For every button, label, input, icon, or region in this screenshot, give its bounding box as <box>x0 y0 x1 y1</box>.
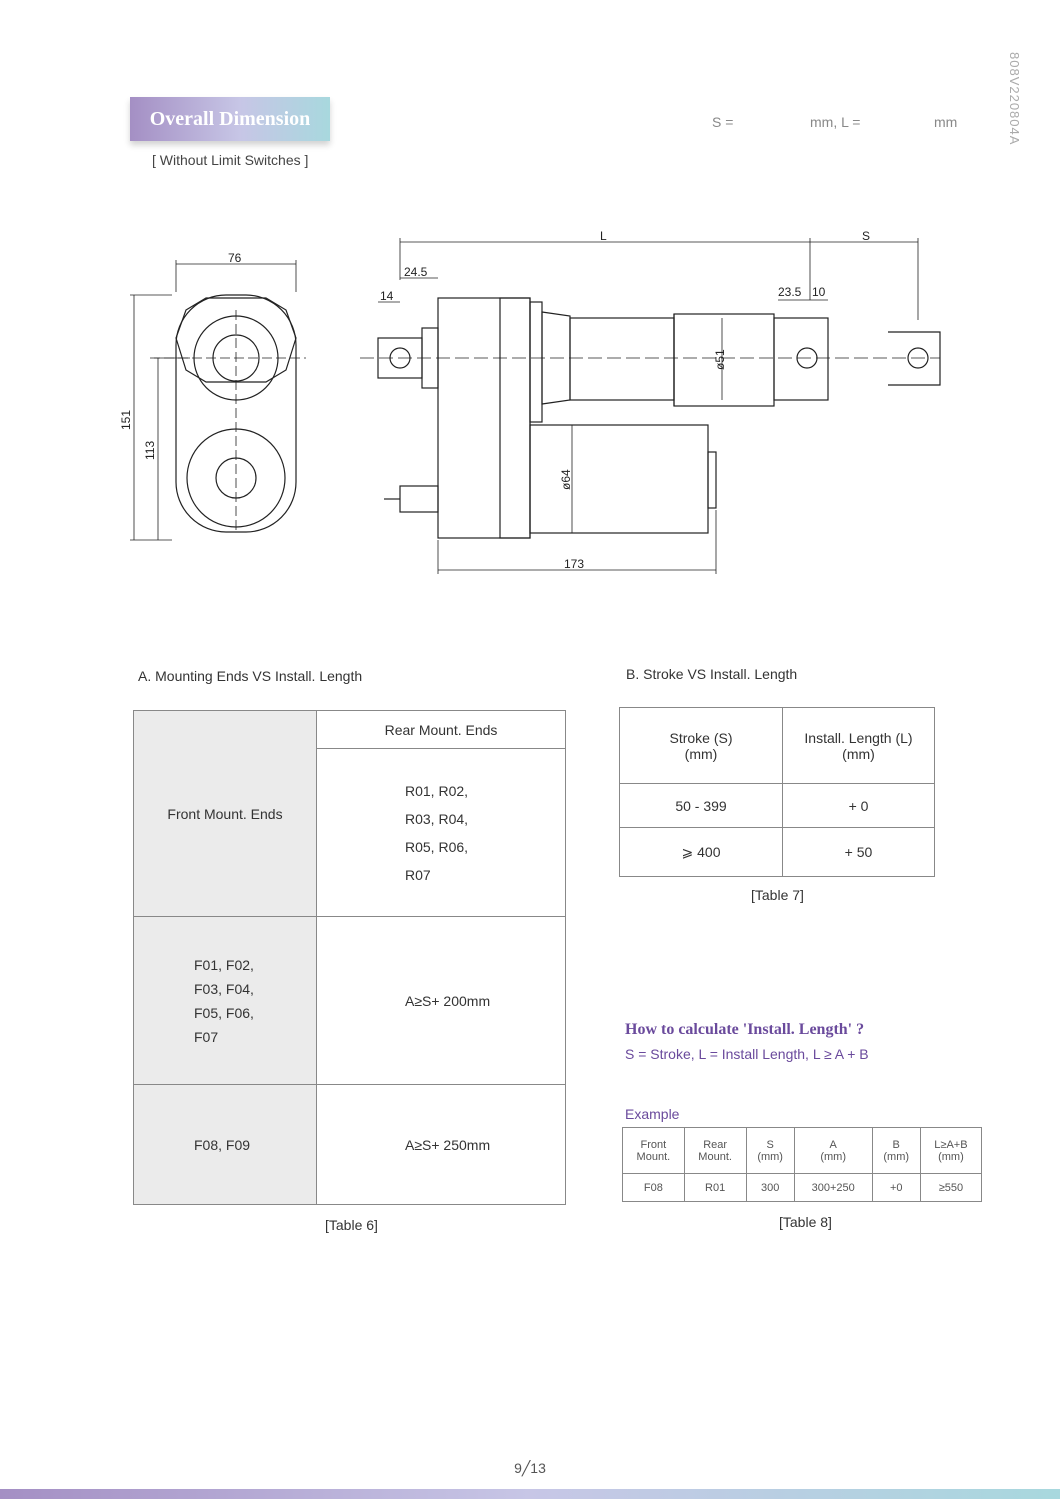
example-cell: 300+250 <box>794 1174 872 1202</box>
stroke-cell: 50 - 399 <box>620 784 783 828</box>
rear-mount-header: Rear Mount. Ends <box>317 711 566 749</box>
header-line: A <box>829 1138 837 1151</box>
example-header <box>684 1128 746 1174</box>
header-line: L≥A+B <box>934 1138 968 1151</box>
example-header <box>794 1128 872 1174</box>
dim-113: 113 <box>143 440 157 460</box>
front-ends-cell: F08, F09 <box>134 1085 317 1205</box>
header-line: (mm) <box>883 1150 910 1163</box>
mounting-ends-table <box>133 710 566 1205</box>
howto-formula: S = Stroke, L = Install Length, L ≥ A + B <box>625 1046 869 1062</box>
dim-14: 14 <box>380 289 394 303</box>
header-line: (mm) <box>757 1150 783 1163</box>
dim-dia-51: ø51 <box>713 349 727 370</box>
header-line: (mm) <box>842 745 875 762</box>
table-6-caption: [Table 6] <box>325 1217 378 1233</box>
example-table <box>622 1127 982 1202</box>
subtitle: [ Without Limit Switches ] <box>152 152 309 168</box>
stroke-table <box>619 707 935 877</box>
header-line: Mount. <box>636 1150 671 1163</box>
install-length-header <box>783 708 935 784</box>
document-code: 808V220804A <box>1007 52 1022 146</box>
stroke-label: S = <box>712 114 734 130</box>
section-a-title: A. Mounting Ends VS Install. Length <box>138 668 363 684</box>
table-7-caption: [Table 7] <box>751 887 804 903</box>
table-8-caption: [Table 8] <box>779 1214 832 1230</box>
front-ends-line: F03, F04, <box>194 980 254 997</box>
stroke-header <box>620 708 783 784</box>
howto-title: How to calculate 'Install. Length' ? <box>625 1021 865 1038</box>
length-unit-label: mm <box>934 114 958 130</box>
front-ends-cell <box>134 917 317 1085</box>
stroke-cell: ⩾ 400 <box>620 828 783 877</box>
end-view <box>130 260 306 540</box>
rear-ends-line: R01, R02, <box>405 782 469 799</box>
dim-76: 76 <box>228 251 242 265</box>
install-length-cell: + 0 <box>783 784 935 828</box>
section-title: Overall Dimension <box>130 97 330 141</box>
footer-bar <box>0 1489 1060 1499</box>
side-view <box>360 238 940 574</box>
header-line: B <box>892 1138 900 1151</box>
header-line: Stroke (S) <box>669 729 733 746</box>
example-header <box>623 1128 685 1174</box>
header-line: Mount. <box>698 1150 732 1163</box>
example-cell: ≥550 <box>920 1174 981 1202</box>
header-line: Install. Length (L) <box>804 729 913 746</box>
stroke-unit-label: mm, L = <box>810 114 861 130</box>
rear-ends-line: R05, R06, <box>405 838 469 855</box>
header-line: (mm) <box>938 1150 964 1163</box>
example-cell: R01 <box>684 1174 746 1202</box>
install-length-value: A≥S+ 250mm <box>317 1085 566 1205</box>
example-cell: +0 <box>872 1174 920 1202</box>
header-line: Rear <box>703 1138 728 1151</box>
header-line: Front <box>640 1138 667 1151</box>
rear-ends-line: R03, R04, <box>405 810 469 827</box>
section-b-title: B. Stroke VS Install. Length <box>626 666 798 682</box>
install-length-value: A≥S+ 200mm <box>317 917 566 1085</box>
rear-ends-cell <box>317 749 566 917</box>
example-cell: 300 <box>746 1174 794 1202</box>
dim-24-5: 24.5 <box>404 265 428 279</box>
example-label: Example <box>625 1106 680 1122</box>
front-ends-line: F07 <box>194 1028 219 1045</box>
rear-ends-line: R07 <box>405 866 431 883</box>
page-number: 9╱13 <box>514 1460 546 1476</box>
front-ends-line: F01, F02, <box>194 956 254 973</box>
header-line: (mm) <box>820 1150 846 1163</box>
front-mount-header: Front Mount. Ends <box>134 711 317 917</box>
dim-dia-64: ø64 <box>559 469 573 490</box>
dim-length-L: L <box>600 229 607 243</box>
dim-stroke-S: S <box>862 229 871 243</box>
example-header <box>872 1128 920 1174</box>
header-line: (mm) <box>684 745 718 762</box>
header-line: S <box>766 1138 774 1151</box>
dim-151: 151 <box>119 409 133 430</box>
install-length-cell: + 50 <box>783 828 935 877</box>
technical-drawing <box>110 220 950 590</box>
example-header <box>920 1128 981 1174</box>
dim-23-5: 23.5 <box>778 285 802 299</box>
dim-173: 173 <box>564 557 585 571</box>
front-ends-line: F05, F06, <box>194 1004 254 1021</box>
example-cell: F08 <box>623 1174 685 1202</box>
example-header <box>746 1128 794 1174</box>
dim-10: 10 <box>812 285 826 299</box>
